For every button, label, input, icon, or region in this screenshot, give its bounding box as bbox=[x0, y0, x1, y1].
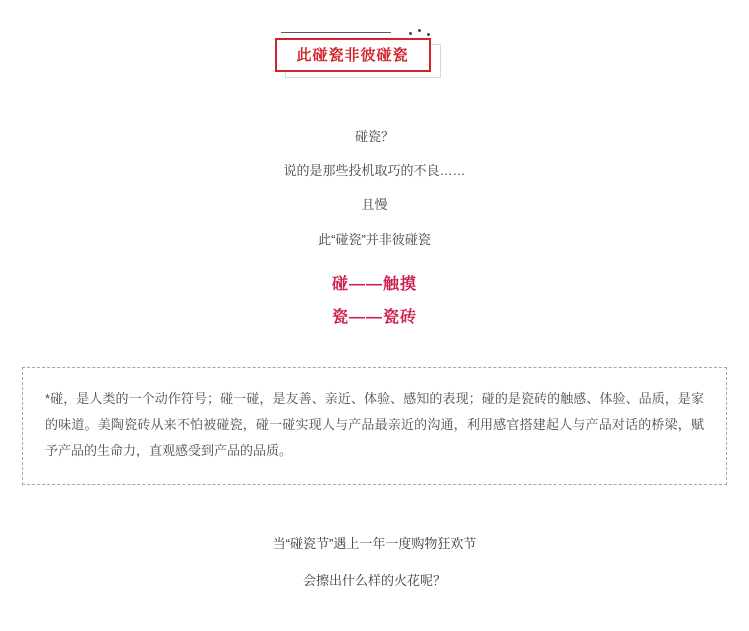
note-text: *碰，是人类的一个动作符号；碰一碰，是友善、亲近、体验、感知的表现；碰的是瓷砖的触感、体验、品质，是家的味道。美陶瓷砖从来不怕被碰瓷，碰一碰实现人与产品最亲近的沟通，利用感官搭建起人与产品对话的桥梁，赋予产品的生命力，直观感受到产品的品质。 bbox=[45, 390, 704, 458]
decorative-dots-icon bbox=[409, 28, 439, 38]
footer-block bbox=[0, 533, 749, 589]
title-badge-block bbox=[275, 26, 475, 90]
note-box bbox=[22, 367, 727, 485]
article-page bbox=[0, 26, 749, 631]
lead-line-2: 说的是那些投机取巧的不良…… bbox=[283, 163, 466, 179]
highlight-block bbox=[0, 271, 749, 327]
lead-line-3: 且慢 bbox=[361, 197, 388, 213]
lead-line-1: 碰瓷？ bbox=[354, 129, 394, 144]
highlight-line-1: 碰——触摸 bbox=[331, 275, 417, 293]
page-title: 此碰瓷非彼碰瓷 bbox=[296, 46, 409, 64]
footer-line-2: 会擦出什么样的火花呢？ bbox=[302, 572, 446, 588]
highlight-line-2: 瓷——瓷砖 bbox=[331, 308, 417, 326]
footer-line-1: 当“碰瓷节”遇上一年一度购物狂欢节 bbox=[272, 535, 477, 551]
lead-paragraph bbox=[0, 128, 749, 249]
decorative-line bbox=[281, 32, 391, 33]
title-badge bbox=[275, 38, 431, 72]
lead-line-4: 此“碰瓷”并非彼碰瓷 bbox=[318, 231, 431, 247]
